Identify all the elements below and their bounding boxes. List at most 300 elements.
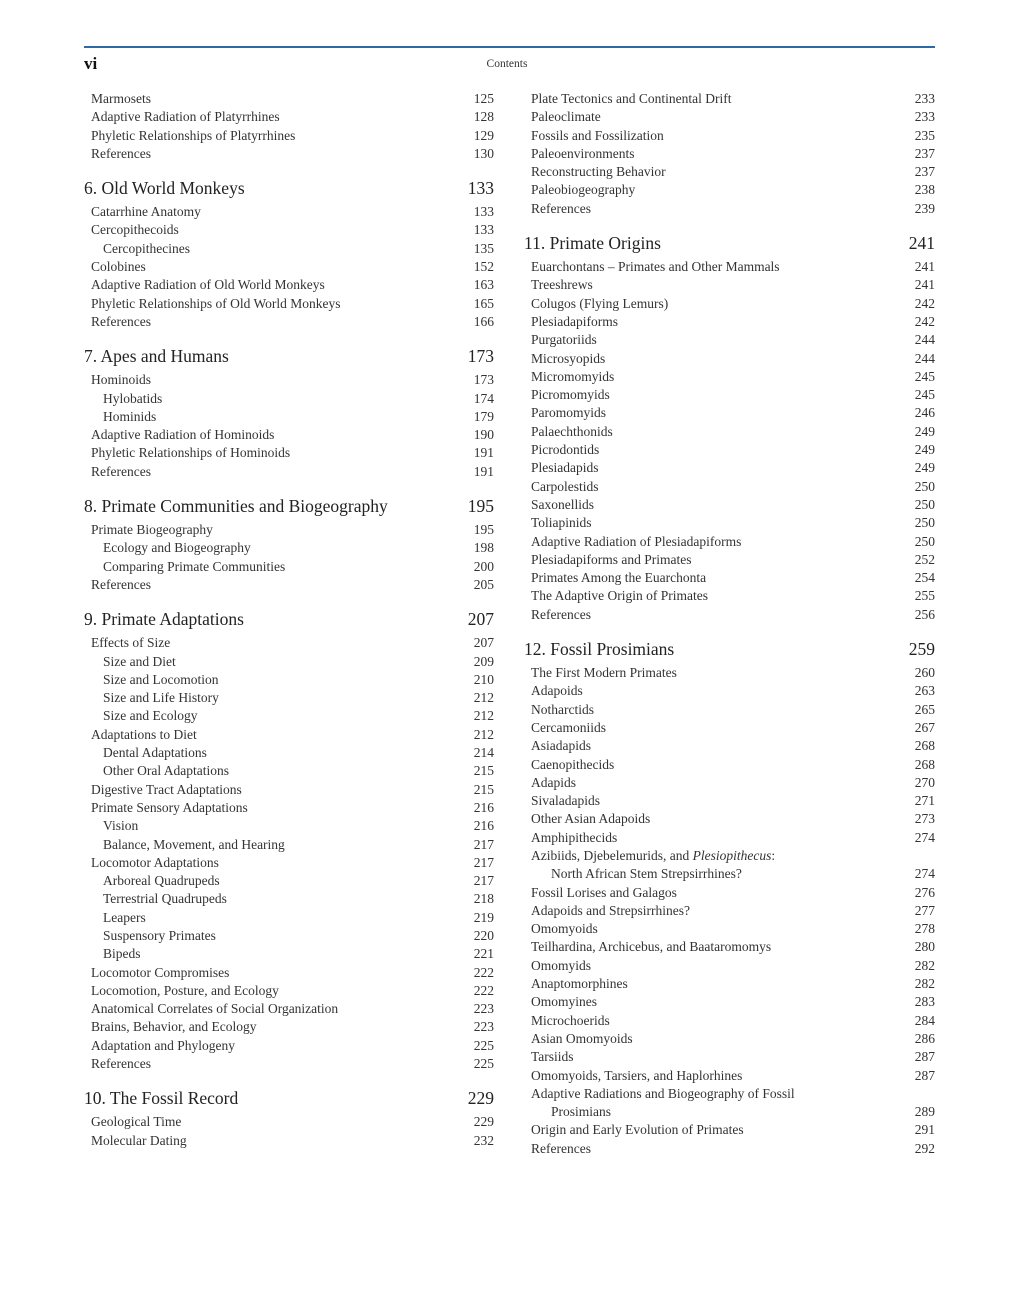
entry-page-number: 254 (914, 570, 935, 586)
toc-entry[interactable] (524, 331, 935, 349)
toc-entry[interactable] (524, 90, 935, 108)
toc-subentry[interactable] (84, 671, 494, 689)
toc-entry[interactable] (524, 993, 935, 1011)
entry-title: Locomotor Compromises (91, 964, 230, 980)
entry-page-number: 198 (473, 540, 494, 556)
entry-page-number: 217 (473, 836, 494, 852)
entry-page-number: 271 (914, 793, 935, 809)
entry-title: References (531, 1140, 591, 1156)
entry-title: Picrodontids (531, 442, 600, 458)
chapter-page-number: 229 (467, 1088, 494, 1109)
entry-page-number: 210 (473, 671, 494, 687)
entry-title: Tarsiids (531, 1049, 574, 1065)
entry-page-number: 222 (473, 982, 494, 998)
entry-title: Microsyopids (531, 350, 606, 366)
toc-subentry[interactable] (84, 408, 494, 426)
toc-entry[interactable] (524, 829, 935, 847)
entry-title: Anatomical Correlates of Social Organization (91, 1001, 339, 1017)
entry-title: Purgatoriids (531, 332, 597, 348)
entry-title: References (91, 463, 151, 479)
chapter-heading[interactable] (84, 1087, 494, 1113)
entry-title: References (531, 200, 591, 216)
entry-title: Phyletic Relationships of Old World Monkeys (91, 295, 341, 311)
entry-page-number: 216 (473, 799, 494, 815)
toc-entry[interactable] (524, 276, 935, 294)
entry-page-number: 173 (473, 372, 494, 388)
entry-page-number: 244 (914, 350, 935, 366)
entry-title: Palaechthonids (531, 423, 613, 439)
toc-entry[interactable] (524, 386, 935, 404)
entry-title: Locomotion, Posture, and Ecology (91, 982, 279, 998)
entry-title: Size and Ecology (103, 708, 198, 724)
entry-title: Digestive Tract Adaptations (91, 781, 242, 797)
entry-page-number: 195 (473, 522, 494, 538)
entry-title: Omomyoids, Tarsiers, and Haplorhines (531, 1067, 743, 1083)
chapter-page-number: 259 (908, 639, 935, 660)
toc-entry[interactable] (524, 865, 935, 883)
entry-page-number: 217 (473, 873, 494, 889)
entry-page-number: 245 (914, 368, 935, 384)
entry-page-number: 165 (473, 295, 494, 311)
entry-page-number: 225 (473, 1056, 494, 1072)
entry-page-number: 128 (473, 109, 494, 125)
toc-subentry[interactable] (84, 909, 494, 927)
entry-page-number: 214 (473, 745, 494, 761)
toc-entry[interactable] (524, 975, 935, 993)
toc-entry[interactable] (524, 1085, 935, 1103)
toc-entry[interactable] (84, 203, 494, 221)
toc-entry[interactable] (524, 1067, 935, 1085)
toc-entry[interactable] (84, 108, 494, 126)
chapter-heading[interactable] (84, 345, 494, 371)
entry-page-number: 212 (473, 726, 494, 742)
entry-page-number: 179 (473, 408, 494, 424)
toc-entry[interactable] (524, 108, 935, 126)
chapter-title: 8. Primate Communities and Biogeography (84, 496, 388, 517)
toc-subentry[interactable] (84, 744, 494, 762)
entry-title: Adaptive Radiation of Old World Monkeys (91, 277, 325, 293)
toc-entry[interactable] (84, 1132, 494, 1150)
entry-page-number: 235 (914, 127, 935, 143)
entry-title: Adaptation and Phylogeny (91, 1037, 235, 1053)
genus-name: Plesiopithecus (692, 847, 772, 863)
toc-entry[interactable] (524, 682, 935, 700)
toc-entry[interactable] (84, 426, 494, 444)
chapter-page-number: 195 (467, 496, 494, 517)
toc-entry[interactable] (84, 258, 494, 276)
entry-page-number: 200 (473, 558, 494, 574)
toc-entry[interactable] (524, 1030, 935, 1048)
entry-title: Colobines (91, 259, 146, 275)
entry-page-number: 282 (914, 957, 935, 973)
entry-title: Prosimians (551, 1104, 612, 1120)
toc-entry[interactable] (84, 221, 494, 239)
entry-page-number: 278 (914, 921, 935, 937)
toc-entry[interactable] (524, 496, 935, 514)
toc-entry[interactable] (524, 756, 935, 774)
entry-page-number: 249 (914, 442, 935, 458)
toc-subentry[interactable] (84, 558, 494, 576)
entry-page-number: 217 (473, 854, 494, 870)
entry-title: The Adaptive Origin of Primates (531, 588, 708, 604)
chapter-title: 9. Primate Adaptations (84, 609, 244, 630)
entry-page-number: 237 (914, 164, 935, 180)
entry-page-number: 273 (914, 811, 935, 827)
entry-title: References (91, 1056, 151, 1072)
entry-title: Balance, Movement, and Hearing (103, 836, 285, 852)
entry-title: Adapids (531, 774, 576, 790)
entry-title: Paleoenvironments (531, 145, 635, 161)
entry-page-number: 291 (914, 1122, 935, 1138)
entry-title: Micromomyids (531, 368, 615, 384)
toc-entry[interactable] (84, 127, 494, 145)
toc-entry[interactable] (524, 478, 935, 496)
toc-subentry[interactable] (84, 390, 494, 408)
entry-title: Fossil Lorises and Galagos (531, 884, 677, 900)
entry-page-number: 260 (914, 665, 935, 681)
entry-title: References (91, 313, 151, 329)
entry-title: Effects of Size (91, 635, 171, 651)
entry-page-number: 207 (473, 635, 494, 651)
entry-page-number: 268 (914, 756, 935, 772)
entry-title: Size and Life History (103, 690, 219, 706)
entry-title: Caenopithecids (531, 756, 615, 772)
entry-page-number: 270 (914, 774, 935, 790)
toc-entry[interactable] (84, 1055, 494, 1073)
entry-page-number: 282 (914, 976, 935, 992)
entry-page-number: 255 (914, 588, 935, 604)
entry-title: Vision (103, 818, 139, 834)
entry-title: Adapoids and Strepsirrhines? (531, 902, 690, 918)
toc-entry[interactable] (524, 587, 935, 605)
toc-entry[interactable] (84, 982, 494, 1000)
entry-page-number: 256 (914, 606, 935, 622)
toc-entry[interactable] (524, 441, 935, 459)
toc-entry[interactable] (524, 313, 935, 331)
entry-page-number: 215 (473, 763, 494, 779)
toc-entry[interactable] (84, 726, 494, 744)
toc-entry[interactable] (84, 313, 494, 331)
toc-entry[interactable] (524, 737, 935, 755)
entry-title: Cercopithecoids (91, 222, 179, 238)
toc-entry[interactable] (84, 521, 494, 539)
toc-entry[interactable] (524, 847, 935, 865)
entry-page-number: 252 (914, 551, 935, 567)
entry-page-number: 249 (914, 423, 935, 439)
toc-entry[interactable] (84, 463, 494, 481)
toc-entry[interactable] (524, 350, 935, 368)
entry-page-number: 280 (914, 939, 935, 955)
toc-entry[interactable] (84, 964, 494, 982)
entry-page-number: 249 (914, 460, 935, 476)
entry-title: Plesiadapiforms (531, 313, 618, 329)
toc-entry[interactable] (84, 1113, 494, 1131)
toc-entry[interactable] (524, 957, 935, 975)
toc-entry[interactable] (524, 810, 935, 828)
entry-title: Terrestrial Quadrupeds (103, 891, 227, 907)
entry-title: Plesiadapiforms and Primates (531, 551, 692, 567)
toc-entry[interactable] (524, 1048, 935, 1066)
toc-entry[interactable] (84, 799, 494, 817)
toc-entry[interactable] (524, 792, 935, 810)
toc-subentry[interactable] (84, 689, 494, 707)
entry-title: Saxonellids (531, 496, 594, 512)
toc-entry[interactable] (524, 1140, 935, 1158)
entry-title: Adaptations to Diet (91, 726, 197, 742)
toc-entry[interactable] (524, 145, 935, 163)
toc-entry[interactable] (524, 884, 935, 902)
chapter-heading[interactable] (84, 495, 494, 521)
entry-title: Arboreal Quadrupeds (103, 873, 220, 889)
entry-title: Picromomyids (531, 387, 610, 403)
toc-entry[interactable] (524, 551, 935, 569)
entry-title: Comparing Primate Communities (103, 558, 286, 574)
entry-page-number: 166 (473, 313, 494, 329)
entry-page-number: 286 (914, 1030, 935, 1046)
chapter-title: 7. Apes and Humans (84, 346, 229, 367)
entry-page-number: 250 (914, 478, 935, 494)
entry-page-number: 244 (914, 332, 935, 348)
entry-title: Adaptive Radiation of Hominoids (91, 427, 275, 443)
toc-subentry[interactable] (84, 872, 494, 890)
entry-title: Adaptive Radiation of Plesiadapiforms (531, 533, 742, 549)
entry-title: Cercopithecines (103, 240, 190, 256)
entry-title: Size and Diet (103, 653, 176, 669)
entry-title: Plate Tectonics and Continental Drift (531, 91, 732, 106)
toc-entry[interactable] (84, 444, 494, 462)
toc-entry[interactable] (84, 371, 494, 389)
entry-title: Origin and Early Evolution of Primates (531, 1122, 744, 1138)
entry-page-number: 152 (473, 259, 494, 275)
toc-subentry[interactable] (84, 817, 494, 835)
entry-title: Omomyids (531, 957, 592, 973)
toc-entry[interactable] (524, 1121, 935, 1139)
entry-title: Asiadapids (531, 738, 591, 754)
chapter-heading[interactable] (524, 232, 935, 258)
entry-title: Leapers (103, 909, 146, 925)
entry-title: Primate Biogeography (91, 522, 213, 538)
entry-page-number: 209 (473, 653, 494, 669)
entry-title: Hylobatids (103, 390, 163, 406)
entry-title: Cercamoniids (531, 719, 606, 735)
toc-entry[interactable] (524, 920, 935, 938)
entry-title: Dental Adaptations (103, 745, 207, 761)
entry-page-number: 265 (914, 701, 935, 717)
chapter-heading[interactable] (524, 638, 935, 664)
toc-entry[interactable] (524, 368, 935, 386)
entry-title: Paromomyids (531, 405, 607, 421)
toc-entry[interactable] (524, 664, 935, 682)
toc-entry[interactable] (84, 145, 494, 163)
entry-title: Adapoids (531, 683, 583, 699)
entry-page-number: 250 (914, 533, 935, 549)
toc-subentry[interactable] (84, 762, 494, 780)
entry-page-number: 229 (473, 1114, 494, 1130)
toc-entry[interactable] (524, 902, 935, 920)
toc-subentry[interactable] (84, 240, 494, 258)
entry-page-number: 242 (914, 295, 935, 311)
toc-entry[interactable] (524, 719, 935, 737)
entry-page-number: 223 (473, 1019, 494, 1035)
entry-page-number: 225 (473, 1037, 494, 1053)
entry-title: Asian Omomyoids (531, 1030, 633, 1046)
entry-page-number: 239 (914, 200, 935, 216)
toc-entry[interactable] (524, 423, 935, 441)
entry-title: Suspensory Primates (103, 927, 216, 943)
entry-title: Molecular Dating (91, 1132, 187, 1148)
entry-title: Plesiadapids (531, 460, 599, 476)
toc-entry[interactable] (524, 606, 935, 624)
toc-subentry[interactable] (84, 927, 494, 945)
chapter-title: 10. The Fossil Record (84, 1088, 239, 1109)
entry-page-number: 241 (914, 259, 935, 275)
entry-title: Phyletic Relationships of Platyrrhines (91, 127, 296, 143)
entry-title: Colugos (Flying Lemurs) (531, 295, 669, 311)
page-number: vi (84, 54, 98, 73)
entry-title: References (91, 576, 151, 592)
entry-title: Size and Locomotion (103, 671, 219, 687)
entry-title: North African Stem Strepsirrhines? (551, 866, 742, 882)
entry-title: Microchoerids (531, 1012, 610, 1028)
toc-subentry[interactable] (84, 707, 494, 725)
toc-entry[interactable] (524, 404, 935, 422)
entry-page-number: 232 (473, 1132, 494, 1148)
chapter-heading[interactable] (84, 608, 494, 634)
toc-entry[interactable] (524, 181, 935, 199)
entry-title: Catarrhine Anatomy (91, 204, 201, 220)
entry-title: Other Oral Adaptations (103, 763, 229, 779)
entry-page-number: 250 (914, 515, 935, 531)
entry-page-number: 284 (914, 1012, 935, 1028)
entry-page-number: 190 (473, 427, 494, 443)
entry-page-number: 238 (914, 182, 935, 198)
toc-entry[interactable] (84, 1037, 494, 1055)
entry-title: Primate Sensory Adaptations (91, 799, 248, 815)
entry-title: Adaptive Radiation of Platyrrhines (91, 109, 280, 125)
entry-page-number: 219 (473, 909, 494, 925)
chapter-page-number: 133 (467, 178, 494, 199)
chapter-title: 6. Old World Monkeys (84, 178, 245, 199)
entry-page-number: 245 (914, 387, 935, 403)
toc-entry[interactable] (84, 1018, 494, 1036)
toc-entry[interactable] (524, 200, 935, 218)
entry-page-number: 237 (914, 145, 935, 161)
toc-entry[interactable] (524, 127, 935, 145)
toc-entry[interactable] (84, 634, 494, 652)
entry-page-number: 212 (473, 708, 494, 724)
toc-entry[interactable] (524, 569, 935, 587)
entry-title: Anaptomorphines (531, 976, 628, 992)
entry-page-number: 191 (473, 463, 494, 479)
toc-entry[interactable] (84, 854, 494, 872)
toc-entry[interactable] (524, 295, 935, 313)
entry-title: Brains, Behavior, and Ecology (91, 1019, 257, 1035)
toc-entry[interactable] (524, 701, 935, 719)
entry-page-number: 218 (473, 891, 494, 907)
entry-page-number: 283 (914, 994, 935, 1010)
entry-title: References (531, 606, 591, 622)
entry-title: Notharctids (531, 701, 594, 717)
toc-entry[interactable] (84, 90, 494, 108)
entry-title: Fossils and Fossilization (531, 127, 664, 143)
toc-subentry[interactable] (84, 539, 494, 557)
entry-page-number: 215 (473, 781, 494, 797)
entry-title: Hominoids (91, 372, 152, 388)
entry-title: Omomyoids (531, 921, 598, 937)
entry-title: Phyletic Relationships of Hominoids (91, 445, 291, 461)
entry-title: Geological Time (91, 1114, 182, 1130)
entry-title: Toliapinids (531, 515, 592, 531)
entry-page-number: 287 (914, 1067, 935, 1083)
toc-left-column (84, 90, 494, 1150)
running-head: Contents (486, 58, 528, 70)
toc-entry[interactable] (524, 1012, 935, 1030)
entry-page-number: 212 (473, 690, 494, 706)
toc-entry[interactable] (84, 295, 494, 313)
entry-page-number: 221 (473, 946, 494, 962)
header-rule (84, 46, 935, 48)
entry-page-number: 289 (914, 1104, 935, 1120)
toc-entry[interactable] (524, 774, 935, 792)
entry-title: Other Asian Adapoids (531, 811, 651, 827)
entry-title: Reconstructing Behavior (531, 164, 666, 180)
toc-subentry[interactable] (84, 836, 494, 854)
toc-entry[interactable] (524, 938, 935, 956)
entry-title: Omomyines (531, 994, 597, 1010)
entry-page-number: 129 (473, 127, 494, 143)
entry-page-number: 250 (914, 496, 935, 512)
entry-title: Primates Among the Euarchonta (531, 570, 707, 586)
toc-entry[interactable] (524, 163, 935, 181)
toc-entry[interactable] (524, 258, 935, 276)
entry-page-number: 125 (473, 91, 494, 106)
entry-page-number: 133 (473, 222, 494, 238)
entry-page-number: 287 (914, 1049, 935, 1065)
entry-page-number: 205 (473, 576, 494, 592)
entry-title: Carpolestids (531, 478, 599, 494)
chapter-title: 12. Fossil Prosimians (524, 639, 675, 660)
entry-page-number: 135 (473, 240, 494, 256)
entry-page-number: 174 (473, 390, 494, 406)
entry-page-number: 191 (473, 445, 494, 461)
toc-subentry[interactable] (84, 653, 494, 671)
entry-title: The First Modern Primates (531, 665, 677, 681)
entry-title: Paleobiogeography (531, 182, 636, 198)
chapter-title: 11. Primate Origins (524, 233, 661, 254)
toc-entry[interactable] (84, 276, 494, 294)
toc-entry[interactable] (84, 1000, 494, 1018)
toc-entry[interactable] (84, 576, 494, 594)
chapter-heading[interactable] (84, 177, 494, 203)
toc-subentry[interactable] (84, 945, 494, 963)
toc-entry[interactable] (524, 533, 935, 551)
entry-page-number: 222 (473, 964, 494, 980)
toc-entry[interactable] (524, 459, 935, 477)
toc-entry[interactable] (524, 514, 935, 532)
entry-title: Bipeds (103, 946, 141, 962)
toc-entry[interactable] (84, 781, 494, 799)
toc-entry[interactable] (524, 1103, 935, 1121)
toc-right-column (524, 90, 935, 1158)
entry-title: Teilhardina, Archicebus, and Baataromomys (531, 939, 772, 955)
entry-page-number: 163 (473, 277, 494, 293)
entry-page-number: 220 (473, 927, 494, 943)
toc-subentry[interactable] (84, 890, 494, 908)
chapter-page-number: 207 (467, 609, 494, 630)
entry-page-number: 268 (914, 738, 935, 754)
entry-title: Ecology and Biogeography (103, 540, 251, 556)
entry-page-number: 223 (473, 1001, 494, 1017)
